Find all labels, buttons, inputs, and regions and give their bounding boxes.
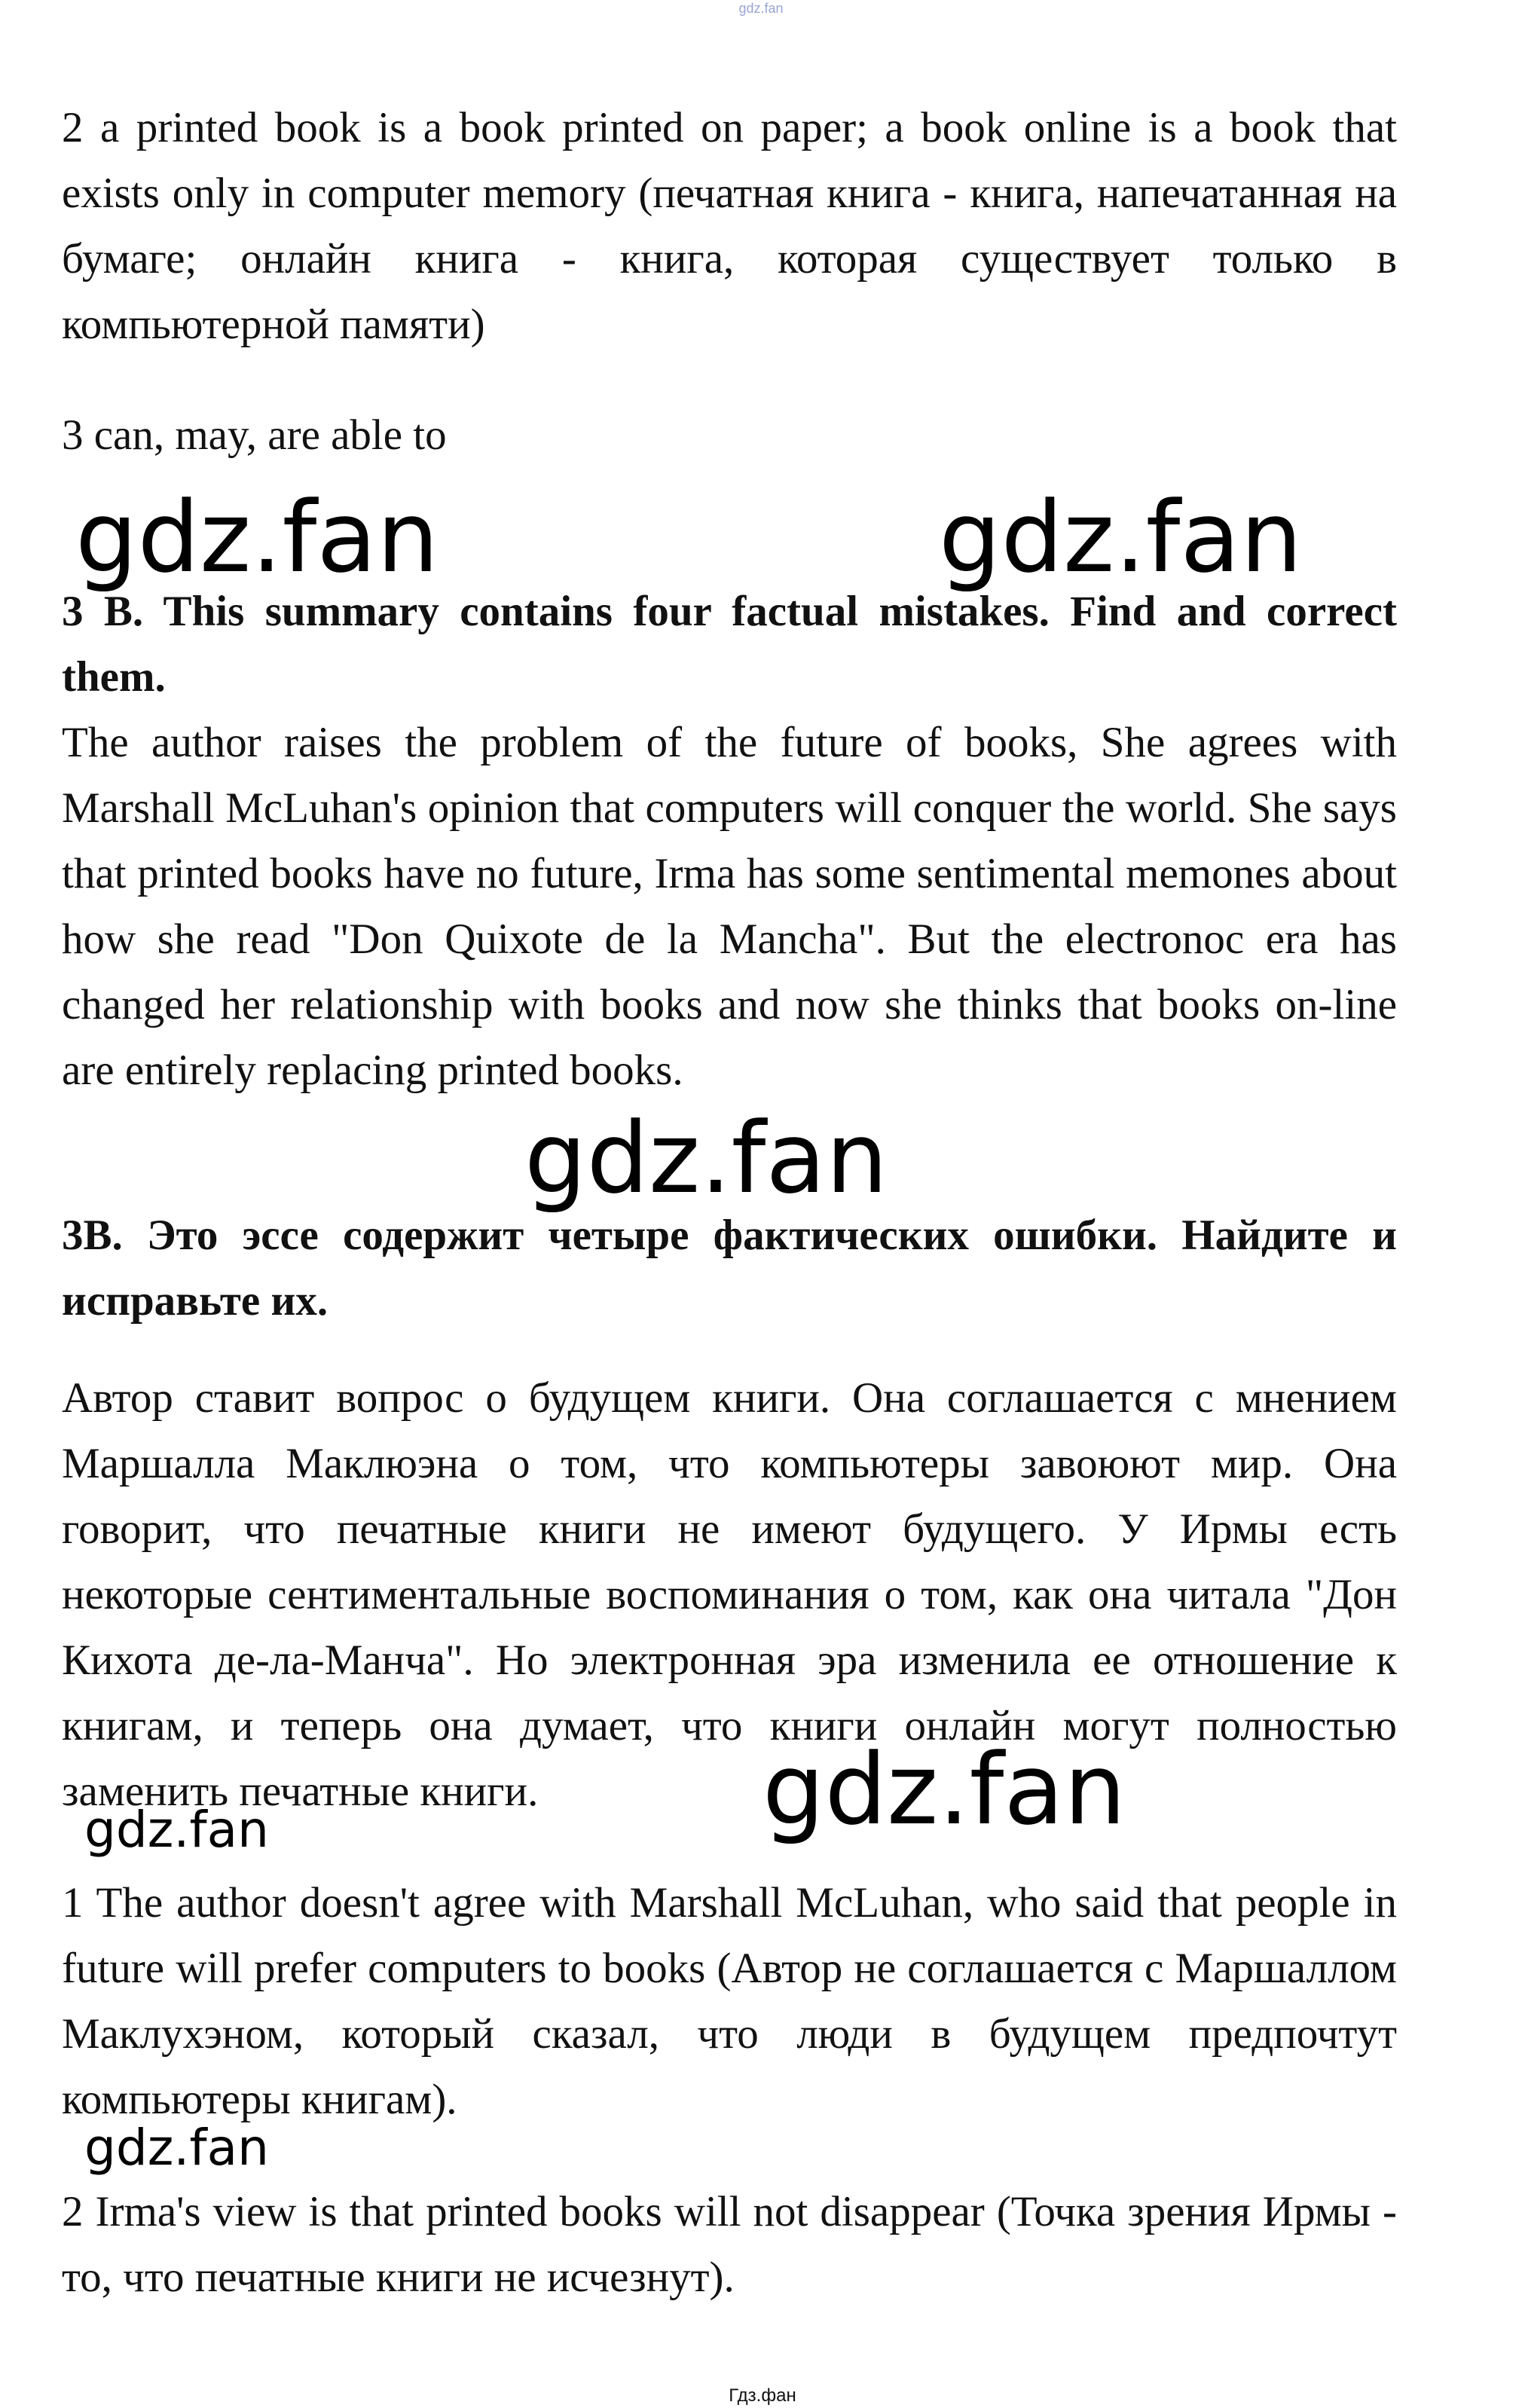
- summary-paragraph-ru: Автор ставит вопрос о будущем книги. Она соглашается с мнением Маршалла Маклюэна о том, что компьютеры завоюют мир. Она говорит, что печатные книги не имеют будущего. У Ирмы есть некоторые сентиментальные воспоминания о том, как она читала "Дон Кихота де-ла-Манча". Но электронная эра изменила ее отношение к книгам, и теперь она думает, что книги онлайн могут полностью заменить печатные книги.: [62, 1374, 1397, 1815]
- correction-2-paragraph: 2 Irma's view is that printed books will not disappear (Точка зрения Ирмы - то, что печатные книги не исчезнут).: [62, 2188, 1397, 2301]
- watermark-logo: gdz.fan: [84, 2119, 269, 2177]
- footer-label: Гдз.фан: [729, 2385, 796, 2406]
- header-watermark: gdz.fan: [738, 1, 784, 16]
- watermark-logo: gdz.fan: [762, 1732, 1126, 1847]
- exercise-3b-heading-ru: 3В. Это эссе содержит четыре фактических ошибки. Найдите и исправьте их.: [62, 1212, 1397, 1325]
- summary-paragraph-en: The author raises the problem of the future of books, She agrees with Marshall McLuhan's opinion that computers will conquer the world. She says that printed books have no future, Irma has some sentimental memones about how she read "Don Quixote de la Mancha". But the electronoc era has changed her relationship with books and now she thinks that books on-line are entirely replacing printed books.: [62, 719, 1397, 1094]
- exercise-3b-heading-en: 3 B. This summary contains four factual mistakes. Find and correct them.: [62, 588, 1397, 701]
- correction-1-paragraph: 1 The author doesn't agree with Marshall McLuhan, who said that people in future will prefer computers to books (Автор не соглашается с Маршаллом Маклухэном, который сказал, что люди в будущем предпочтут компьютеры книгам).: [62, 1879, 1397, 2123]
- answer-2-paragraph: 2 a printed book is a book printed on paper; a book online is a book that exists only in computer memory (печатная книга - книга, напечатанная на бумаге; онлайн книга - книга, которая существует только в компьютерной памяти): [62, 104, 1397, 348]
- watermark-logo: gdz.fan: [84, 1801, 269, 1859]
- watermark-logo: gdz.fan: [524, 1101, 888, 1215]
- watermark-logo: gdz.fan: [939, 480, 1303, 594]
- watermark-logo: gdz.fan: [75, 480, 439, 594]
- answer-3-paragraph: 3 can, may, are able to: [62, 411, 447, 459]
